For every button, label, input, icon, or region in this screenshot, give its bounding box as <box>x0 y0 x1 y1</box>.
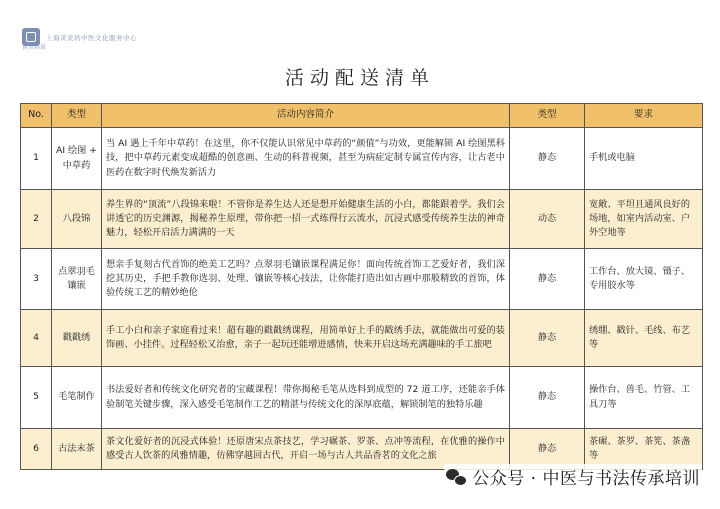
row-mode: 静态 <box>510 367 585 429</box>
row-requirement: 茶碾、茶罗、茶筅、茶盏等 <box>585 429 703 470</box>
row-content: 当 AI 遇上千年中草药！在这里，你不仅能认识常见中草药的“颜值”与功效，更能解锁 AI 绘图黑科技，把中草药元素变成超酷的创意画、生动的科普视频，甚至为病症定制专属宣传内容，让古老中医药在数字时代焕发新活力 <box>102 128 510 190</box>
row-content: 养生界的“顶流”八段锦来啦！不管你是养生达人还是想开始健康生活的小白，都能跟着学。我们会讲透它的历史渊源，揭秘养生原理，带你把一招一式练得行云流水，沉浸式感受传统养生法的神奇魅力，轻松开启活力满满的一天 <box>102 190 510 249</box>
table-row <box>21 190 703 249</box>
row-number: 1 <box>21 128 52 190</box>
row-requirement: 宽敞、平坦且通风良好的场地，如室内活动室、户外空地等 <box>585 190 703 249</box>
table-row <box>21 128 703 190</box>
table-row <box>21 249 703 310</box>
table-header-row <box>21 104 703 128</box>
col-header-mode: 类型 <box>510 104 585 128</box>
row-number: 5 <box>21 367 52 429</box>
table-row <box>21 367 703 429</box>
row-content: 书法爱好者和传统文化研究者的宝藏课程！带你揭秘毛笔从选料到成型的 72 道工序，还能亲手体验制笔关键步骤，深入感受毛笔制作工艺的精湛与传统文化的深厚底蕴，解锁制笔的独特乐趣 <box>102 367 510 429</box>
row-mode: 静态 <box>510 249 585 310</box>
row-category: 点翠羽毛镶嵌 <box>52 249 102 310</box>
row-category: 戳戳绣 <box>52 310 102 367</box>
activity-table <box>20 103 703 470</box>
page-title: 活动配送清单 <box>284 67 435 89</box>
row-category: 古法末茶 <box>52 429 102 470</box>
row-mode: 静态 <box>510 310 585 367</box>
watermark-text: 公众号 · 中医与书法传承培训 <box>472 469 700 489</box>
row-mode: 动态 <box>510 190 585 249</box>
row-number: 3 <box>21 249 52 310</box>
table-row <box>21 310 703 367</box>
row-content: 茶文化爱好者的沉浸式体验！还原唐宋点茶技艺，学习碾茶、罗茶、点冲等流程，在优雅的操作中感受古人饮茶的风雅情趣，仿佛穿越回古代，开启一场与古人共品香茗的文化之旅 <box>102 429 510 470</box>
row-category: 毛笔制作 <box>52 367 102 429</box>
row-requirement: 绣绷、戳针、毛线、布艺等 <box>585 310 703 367</box>
row-number: 4 <box>21 310 52 367</box>
row-mode: 静态 <box>510 128 585 190</box>
wechat-watermark <box>444 464 702 489</box>
row-category: AI 绘图 + 中草药 <box>52 128 102 190</box>
row-number: 6 <box>21 429 52 470</box>
logo-label: 黄炎培说 <box>22 44 47 51</box>
row-requirement: 手机或电脑 <box>585 128 703 190</box>
col-header-requirement: 要求 <box>585 104 703 128</box>
org-name: 上海黄炎培中医文化服务中心 <box>46 33 137 42</box>
row-number: 2 <box>21 190 52 249</box>
row-requirement: 工作台、放大镜、镊子、专用胶水等 <box>585 249 703 310</box>
wechat-icon <box>446 469 466 485</box>
col-header-content: 活动内容简介 <box>102 104 510 128</box>
col-header-category: 类型 <box>52 104 102 128</box>
row-category: 八段锦 <box>52 190 102 249</box>
row-mode: 静态 <box>510 429 585 470</box>
row-content: 手工小白和亲子家庭看过来！超有趣的戳戳绣课程，用简单好上手的戳绣手法，就能做出可爱的装饰画、小挂件。过程轻松又治愈，亲子一起玩还能增进感情，快来开启这场充满趣味的手工旅吧 <box>102 310 510 367</box>
row-requirement: 操作台、兽毛、竹管、工具刀等 <box>585 367 703 429</box>
col-header-no: No. <box>21 104 52 128</box>
row-content: 想亲手复刻古代首饰的绝美工艺吗？点翠羽毛镶嵌课程满足你！面向传统首饰工艺爱好者，我们深挖其历史，手把手教你选羽、处理、镶嵌等核心技法，让你能打造出如古画中那般精致的首饰，体验传统工艺的精妙绝伦 <box>102 249 510 310</box>
